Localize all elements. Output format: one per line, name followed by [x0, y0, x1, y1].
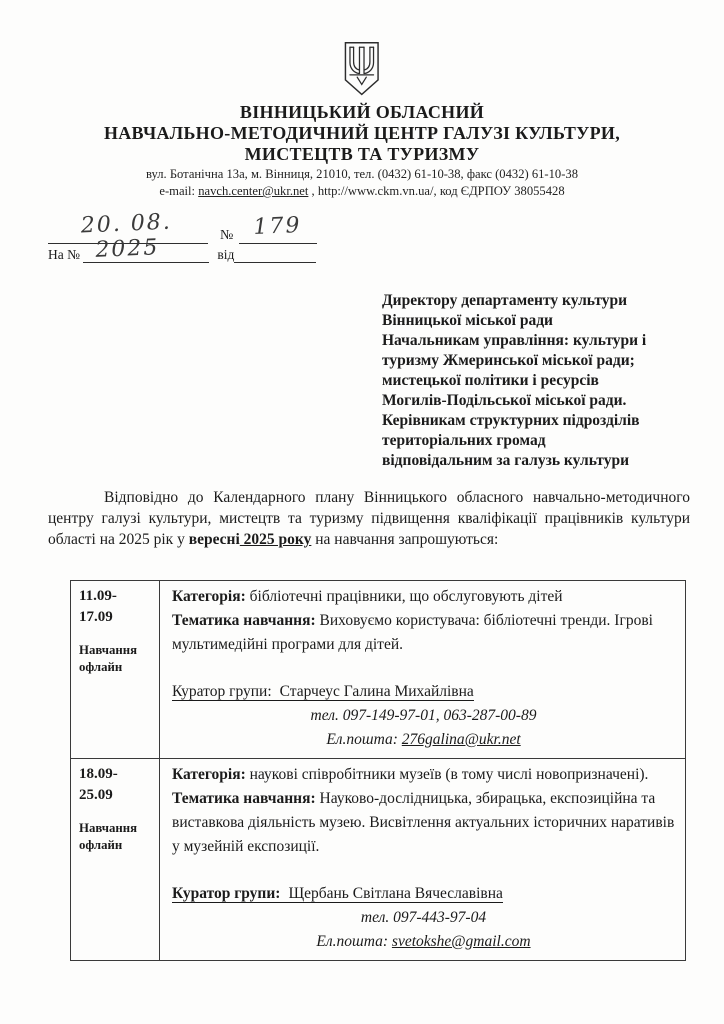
recipient-line: Могилів-Подільської міської ради.	[382, 392, 627, 409]
schedule-table	[70, 580, 686, 961]
session1-category: Категорія: бібліотечні працівники, що обслуговують дітей	[172, 588, 563, 605]
session1-dates: 11.09- 17.09	[79, 588, 117, 625]
org-name-line1: ВІННИЦЬКИЙ ОБЛАСНИЙ	[239, 102, 485, 122]
session1-details-cell	[160, 581, 686, 759]
handwritten-date: 20. 08. 2025	[80, 209, 173, 263]
recipient-line: Директору департаменту культури	[382, 292, 628, 309]
session2-mode: Навчання офлайн	[79, 821, 138, 852]
session2-category: Категорія: наукові співробітники музеїв (в тому числі новопризначені).	[172, 766, 649, 783]
category-label: Категорія:	[172, 766, 250, 783]
session1-topic: Тематика навчання: Виховуємо користувача: бібліотечні тренди. Ігрові мультимедійні програми для дітей.	[172, 612, 653, 653]
topic-label: Тематика навчання:	[172, 790, 320, 807]
handwritten-number: 179	[253, 212, 303, 240]
recipient-line: територіальних громад	[382, 432, 546, 449]
email-label: Ел.пошта:	[316, 933, 392, 950]
year-emphasis: 2025 року	[239, 531, 312, 548]
curator-name: Старчеус Галина Михайлівна	[279, 683, 474, 700]
table-row-session2	[71, 759, 686, 961]
session1-curator	[172, 680, 675, 704]
org-email-text: navch.center@ukr.net	[198, 184, 309, 198]
incoming-date-blank	[234, 248, 316, 263]
reference-block	[48, 209, 724, 263]
org-contacts-line: e-mail: navch.center@ukr.net , http://www.ckm.vn.ua/, код ЄДРПОУ 38055428	[159, 184, 565, 198]
org-name-line2: НАВЧАЛЬНО-МЕТОДИЧНИЙ ЦЕНТР ГАЛУЗІ КУЛЬТУРИ,	[103, 123, 621, 143]
session1-mode: Навчання офлайн	[79, 643, 138, 674]
session2-phone: тел. 097-443-97-04	[360, 909, 487, 926]
curator-label: Куратор групи:	[172, 885, 281, 902]
body-intro-text: Відповідно до Календарного плану Вінницького обласного навчально-методичного центру галузі культури, мистецтв та туризму підвищення кваліфікації працівників культури області на 2025 рік у	[48, 489, 690, 548]
recipient-line: відповідальним за галузь культури	[382, 452, 630, 469]
month-emphasis: вересні	[188, 531, 240, 548]
session1-email-line	[172, 728, 675, 752]
session2-dates-cell	[71, 759, 160, 961]
vid-label: від	[217, 247, 235, 262]
body-paragraph	[48, 487, 690, 550]
table-row-session1	[71, 581, 686, 759]
topic-label: Тематика навчання:	[172, 612, 320, 629]
category-label: Категорія:	[172, 588, 250, 605]
recipient-line: Начальникам управління: культури і	[382, 332, 647, 349]
curator-email-text: 276galina@ukr.net	[401, 731, 521, 748]
recipient-line: туризму Жмеринської міської ради;	[382, 352, 635, 369]
recipient-block	[382, 291, 700, 471]
ukraine-tryzub-emblem-icon	[0, 40, 724, 100]
org-address-line: вул. Ботанічна 13а, м. Вінниця, 21010, тел. (0432) 61-10-38, факс (0432) 61-10-38	[145, 167, 579, 181]
letterhead	[0, 0, 724, 199]
na-no-label: На №	[48, 247, 84, 262]
org-edrpou: , код ЄДРПОУ 38055428	[433, 184, 565, 198]
number-sign: №	[220, 228, 234, 243]
org-name-line3: МИСТЕЦТВ ТА ТУРИЗМУ	[244, 144, 480, 164]
recipient-line: мистецької політики і ресурсів	[382, 372, 599, 389]
curator-email-text: svetokshe@gmail.com	[391, 933, 531, 950]
org-website-text: http://www.ckm.vn.ua/	[317, 184, 434, 198]
session2-email-line	[172, 930, 675, 954]
body-outro-text: на навчання запрошуються:	[311, 531, 499, 548]
session2-dates: 18.09- 25.09	[79, 766, 118, 803]
session1-dates-cell	[71, 581, 160, 759]
curator-name: Щербань Світлана Вячеславівна	[288, 885, 503, 902]
recipient-line: Вінницької міської ради	[382, 312, 553, 329]
email-label: Ел.пошта:	[326, 731, 402, 748]
recipient-line: Керівникам структурних підрозділів	[382, 412, 640, 429]
org-name	[0, 102, 724, 165]
session2-details-cell	[160, 759, 686, 961]
number-blank-line	[239, 212, 317, 244]
session2-topic: Тематика навчання: Науково-дослідницька, збирацька, експозиційна та виставкова діяльність музею. Висвітлення актуальних історичних наративів у музейній експозиції.	[172, 790, 675, 855]
session1-phone: тел. 097-149-97-01, 063-287-00-89	[310, 707, 537, 724]
curator-label: Куратор групи:	[172, 683, 272, 700]
email-label: e-mail:	[159, 184, 199, 198]
session2-curator	[172, 882, 675, 906]
